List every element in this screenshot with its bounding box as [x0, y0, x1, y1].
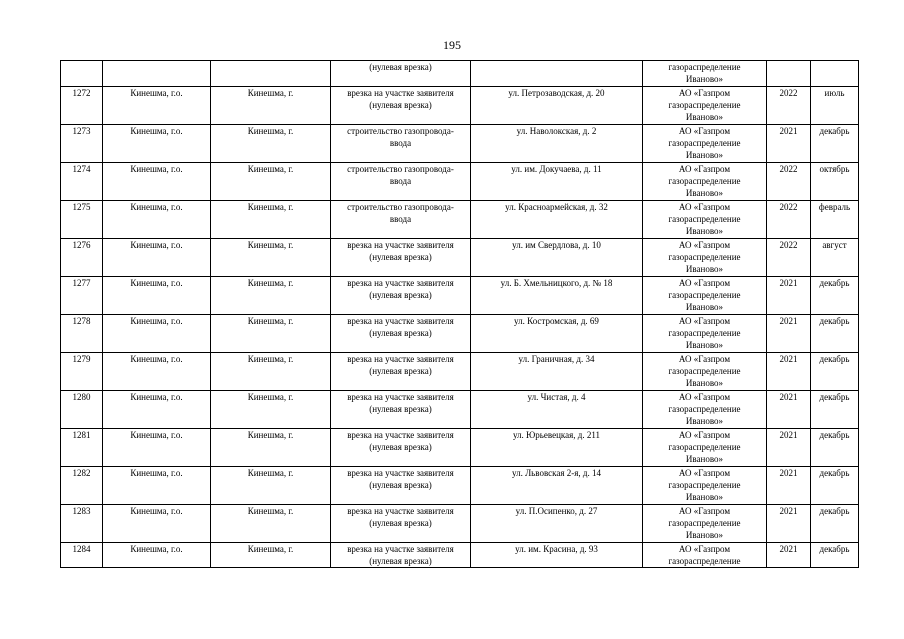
- table-row: [61, 277, 859, 315]
- cell-month: [811, 505, 859, 543]
- cell-district: [103, 505, 211, 543]
- cell-organization: [643, 87, 767, 125]
- cell-year-text: 2021: [779, 392, 798, 402]
- cell-number-text: 1276: [72, 240, 91, 250]
- cell-district-text: Кинешма, г.о.: [130, 354, 183, 364]
- cell-month: [811, 467, 859, 505]
- cell-work-line: врезка на участке заявителя: [347, 88, 454, 98]
- cell-organization-line: АО «Газпром: [678, 316, 731, 326]
- cell-district: [103, 125, 211, 163]
- cell-settlement-text: Кинешма, г.: [247, 354, 294, 364]
- cell-organization: [643, 505, 767, 543]
- cell-organization: [643, 163, 767, 201]
- cell-organization-line: газораспределение: [668, 480, 741, 490]
- cell-month-text: декабрь: [819, 544, 850, 554]
- cell-district: [103, 353, 211, 391]
- cell-number-text: 1274: [72, 164, 91, 174]
- cell-year: [767, 87, 811, 125]
- cell-address-text: ул. им. Красина, д. 93: [515, 544, 598, 554]
- cell-address-text: ул. Чистая, д. 4: [527, 392, 586, 402]
- cell-address-text: ул. Граничная, д. 34: [518, 354, 595, 364]
- cell-year: [767, 277, 811, 315]
- cell-organization-line: Иваново»: [685, 302, 724, 312]
- cell-number-text: 1279: [72, 354, 91, 364]
- cell-district: [103, 61, 211, 87]
- cell-work-line: строительство газопровода-: [347, 202, 454, 212]
- cell-work-line: врезка на участке заявителя: [347, 278, 454, 288]
- cell-address-text: ул. Б. Хмельницкого, д. № 18: [500, 278, 613, 288]
- cell-district-text: Кинешма, г.о.: [130, 392, 183, 402]
- cell-district: [103, 315, 211, 353]
- cell-month-text: декабрь: [819, 468, 850, 478]
- cell-settlement: [211, 239, 331, 277]
- cell-organization-line: Иваново»: [685, 188, 724, 198]
- cell-number: [61, 543, 103, 568]
- cell-address: [471, 239, 643, 277]
- cell-organization: [643, 201, 767, 239]
- cell-year-text: 2021: [779, 278, 798, 288]
- cell-work-line: врезка на участке заявителя: [347, 392, 454, 402]
- cell-address: [471, 163, 643, 201]
- cell-organization: [643, 61, 767, 87]
- cell-year-text: 2022: [779, 88, 798, 98]
- cell-address: [471, 315, 643, 353]
- table-row: [61, 163, 859, 201]
- cell-year-text: 2021: [779, 316, 798, 326]
- cell-month: [811, 87, 859, 125]
- table-body: [61, 61, 859, 568]
- cell-organization-line: газораспределение: [668, 138, 741, 148]
- cell-number: [61, 87, 103, 125]
- cell-month-text: февраль: [818, 202, 851, 212]
- cell-settlement-text: Кинешма, г.: [247, 202, 294, 212]
- table-row: [61, 353, 859, 391]
- cell-organization: [643, 239, 767, 277]
- cell-district: [103, 201, 211, 239]
- cell-work: [331, 505, 471, 543]
- cell-settlement: [211, 125, 331, 163]
- cell-district: [103, 543, 211, 568]
- cell-year-text: 2021: [779, 544, 798, 554]
- cell-organization-line: Иваново»: [685, 530, 724, 540]
- cell-month-text: декабрь: [819, 430, 850, 440]
- table-row: [61, 505, 859, 543]
- cell-number: [61, 467, 103, 505]
- cell-organization-line: газораспределение: [668, 62, 741, 72]
- cell-district-text: Кинешма, г.о.: [130, 126, 183, 136]
- cell-number: [61, 429, 103, 467]
- cell-work-line: врезка на участке заявителя: [347, 240, 454, 250]
- cell-month: [811, 391, 859, 429]
- cell-settlement: [211, 315, 331, 353]
- cell-number-text: 1284: [72, 544, 91, 554]
- cell-number-text: 1272: [72, 88, 91, 98]
- cell-settlement-text: Кинешма, г.: [247, 240, 294, 250]
- cell-month: [811, 353, 859, 391]
- cell-district-text: Кинешма, г.о.: [130, 202, 183, 212]
- cell-settlement: [211, 543, 331, 568]
- cell-settlement-text: Кинешма, г.: [247, 164, 294, 174]
- cell-organization-line: АО «Газпром: [678, 468, 731, 478]
- cell-work-line: ввода: [389, 176, 412, 186]
- cell-address: [471, 61, 643, 87]
- cell-district: [103, 429, 211, 467]
- cell-district: [103, 467, 211, 505]
- cell-number: [61, 315, 103, 353]
- cell-address-text: ул. Красноармейская, д. 32: [505, 202, 608, 212]
- cell-work-line: врезка на участке заявителя: [347, 316, 454, 326]
- cell-organization-line: газораспределение: [668, 556, 741, 566]
- cell-organization-line: газораспределение: [668, 442, 741, 452]
- cell-month-text: октябрь: [819, 164, 850, 174]
- cell-year-text: 2021: [779, 468, 798, 478]
- cell-organization-line: АО «Газпром: [678, 126, 731, 136]
- cell-organization-line: АО «Газпром: [678, 392, 731, 402]
- cell-work-line: (нулевая врезка): [369, 252, 432, 262]
- cell-year: [767, 125, 811, 163]
- cell-year: [767, 163, 811, 201]
- cell-district-text: Кинешма, г.о.: [130, 240, 183, 250]
- cell-organization-line: АО «Газпром: [678, 544, 731, 554]
- cell-settlement-text: Кинешма, г.: [247, 544, 294, 554]
- cell-settlement-text: Кинешма, г.: [247, 278, 294, 288]
- cell-number: [61, 163, 103, 201]
- table-row: [61, 429, 859, 467]
- gasification-table: [60, 60, 859, 568]
- table-row: [61, 543, 859, 568]
- cell-settlement: [211, 429, 331, 467]
- cell-organization: [643, 391, 767, 429]
- cell-address: [471, 277, 643, 315]
- cell-year-text: 2021: [779, 354, 798, 364]
- cell-work: [331, 467, 471, 505]
- cell-address-text: ул. Львовская 2-я, д. 14: [511, 468, 602, 478]
- cell-settlement: [211, 505, 331, 543]
- cell-address-text: ул. Петрозаводская, д. 20: [508, 88, 605, 98]
- cell-organization-line: АО «Газпром: [678, 240, 731, 250]
- cell-year-text: 2022: [779, 164, 798, 174]
- cell-work-line: (нулевая врезка): [369, 442, 432, 452]
- cell-organization-line: АО «Газпром: [678, 430, 731, 440]
- cell-organization: [643, 277, 767, 315]
- cell-organization-line: газораспределение: [668, 252, 741, 262]
- cell-organization: [643, 467, 767, 505]
- cell-settlement-text: Кинешма, г.: [247, 506, 294, 516]
- cell-work-line: (нулевая врезка): [369, 518, 432, 528]
- cell-settlement-text: Кинешма, г.: [247, 468, 294, 478]
- cell-settlement: [211, 353, 331, 391]
- cell-month-text: август: [822, 240, 847, 250]
- cell-address: [471, 87, 643, 125]
- cell-district-text: Кинешма, г.о.: [130, 430, 183, 440]
- cell-settlement: [211, 467, 331, 505]
- cell-organization-line: Иваново»: [685, 416, 724, 426]
- cell-number: [61, 505, 103, 543]
- cell-work-line: врезка на участке заявителя: [347, 506, 454, 516]
- cell-organization-line: АО «Газпром: [678, 506, 731, 516]
- table-row: [61, 125, 859, 163]
- cell-organization-line: Иваново»: [685, 150, 724, 160]
- cell-organization-line: Иваново»: [685, 226, 724, 236]
- cell-month-text: декабрь: [819, 316, 850, 326]
- cell-district-text: Кинешма, г.о.: [130, 164, 183, 174]
- table-row-continuation: [61, 61, 859, 87]
- cell-settlement: [211, 277, 331, 315]
- cell-organization: [643, 429, 767, 467]
- cell-organization-line: газораспределение: [668, 366, 741, 376]
- cell-work: [331, 201, 471, 239]
- cell-work-line: (нулевая врезка): [369, 480, 432, 490]
- cell-organization: [643, 353, 767, 391]
- cell-organization-line: Иваново»: [685, 492, 724, 502]
- cell-work-line: (нулевая врезка): [369, 100, 432, 110]
- cell-work: [331, 87, 471, 125]
- cell-month: [811, 543, 859, 568]
- cell-district: [103, 163, 211, 201]
- cell-district: [103, 87, 211, 125]
- cell-work-line: (нулевая врезка): [369, 404, 432, 414]
- cell-district: [103, 391, 211, 429]
- cell-district: [103, 239, 211, 277]
- cell-work: [331, 61, 471, 87]
- cell-work-line: (нулевая врезка): [369, 366, 432, 376]
- cell-settlement-text: Кинешма, г.: [247, 88, 294, 98]
- cell-organization-line: Иваново»: [685, 112, 724, 122]
- cell-year-text: 2022: [779, 240, 798, 250]
- table-row: [61, 467, 859, 505]
- cell-address: [471, 201, 643, 239]
- cell-address: [471, 125, 643, 163]
- cell-month-text: декабрь: [819, 126, 850, 136]
- cell-number-text: 1275: [72, 202, 91, 212]
- cell-organization-line: АО «Газпром: [678, 354, 731, 364]
- cell-number: [61, 61, 103, 87]
- cell-work-line: врезка на участке заявителя: [347, 430, 454, 440]
- page-number: 195: [443, 38, 461, 52]
- cell-organization-line: АО «Газпром: [678, 202, 731, 212]
- cell-number-text: 1277: [72, 278, 91, 288]
- cell-month: [811, 61, 859, 87]
- cell-organization-line: АО «Газпром: [678, 164, 731, 174]
- cell-work-line: (нулевая врезка): [369, 556, 432, 566]
- cell-number-text: 1278: [72, 316, 91, 326]
- cell-district-text: Кинешма, г.о.: [130, 468, 183, 478]
- cell-month-text: декабрь: [819, 392, 850, 402]
- cell-organization: [643, 315, 767, 353]
- cell-work: [331, 543, 471, 568]
- cell-address-text: ул. П.Осипенко, д. 27: [515, 506, 598, 516]
- cell-work-line: врезка на участке заявителя: [347, 354, 454, 364]
- table-row: [61, 391, 859, 429]
- cell-year: [767, 467, 811, 505]
- cell-work-line: ввода: [389, 138, 412, 148]
- cell-number: [61, 277, 103, 315]
- cell-month: [811, 277, 859, 315]
- cell-district-text: Кинешма, г.о.: [130, 544, 183, 554]
- cell-month: [811, 315, 859, 353]
- cell-organization-line: Иваново»: [685, 340, 724, 350]
- cell-work-line: (нулевая врезка): [369, 290, 432, 300]
- cell-organization-line: газораспределение: [668, 404, 741, 414]
- cell-settlement: [211, 61, 331, 87]
- cell-number: [61, 353, 103, 391]
- cell-address: [471, 391, 643, 429]
- cell-address: [471, 429, 643, 467]
- cell-settlement-text: Кинешма, г.: [247, 392, 294, 402]
- cell-number-text: 1273: [72, 126, 91, 136]
- cell-address: [471, 353, 643, 391]
- cell-address-text: ул. им. Докучаева, д. 11: [511, 164, 602, 174]
- cell-work-line: (нулевая врезка): [369, 328, 432, 338]
- cell-month-text: декабрь: [819, 278, 850, 288]
- cell-number-text: 1283: [72, 506, 91, 516]
- cell-work-line: ввода: [389, 214, 412, 224]
- cell-work: [331, 391, 471, 429]
- cell-month: [811, 125, 859, 163]
- cell-settlement-text: Кинешма, г.: [247, 126, 294, 136]
- cell-district: [103, 277, 211, 315]
- cell-organization: [643, 125, 767, 163]
- cell-number: [61, 201, 103, 239]
- cell-number-text: 1280: [72, 392, 91, 402]
- cell-settlement: [211, 391, 331, 429]
- cell-work-line: (нулевая врезка): [369, 62, 432, 72]
- cell-number: [61, 239, 103, 277]
- cell-work: [331, 239, 471, 277]
- cell-organization-line: АО «Газпром: [678, 88, 731, 98]
- cell-work-line: строительство газопровода-: [347, 126, 454, 136]
- cell-year: [767, 543, 811, 568]
- cell-work-line: строительство газопровода-: [347, 164, 454, 174]
- cell-year-text: 2021: [779, 506, 798, 516]
- cell-year: [767, 239, 811, 277]
- cell-settlement-text: Кинешма, г.: [247, 316, 294, 326]
- cell-year-text: 2021: [779, 126, 798, 136]
- cell-organization-line: газораспределение: [668, 214, 741, 224]
- cell-district-text: Кинешма, г.о.: [130, 506, 183, 516]
- cell-month: [811, 429, 859, 467]
- cell-settlement: [211, 201, 331, 239]
- cell-address: [471, 505, 643, 543]
- cell-settlement: [211, 87, 331, 125]
- cell-address: [471, 543, 643, 568]
- cell-organization-line: Иваново»: [685, 454, 724, 464]
- cell-work-line: врезка на участке заявителя: [347, 544, 454, 554]
- cell-organization-line: газораспределение: [668, 290, 741, 300]
- cell-organization-line: Иваново»: [685, 74, 724, 84]
- table-row: [61, 239, 859, 277]
- cell-district-text: Кинешма, г.о.: [130, 88, 183, 98]
- cell-month: [811, 201, 859, 239]
- cell-work: [331, 125, 471, 163]
- cell-number-text: 1281: [72, 430, 91, 440]
- cell-work: [331, 315, 471, 353]
- cell-district-text: Кинешма, г.о.: [130, 316, 183, 326]
- cell-organization-line: Иваново»: [685, 378, 724, 388]
- cell-month-text: декабрь: [819, 506, 850, 516]
- cell-district-text: Кинешма, г.о.: [130, 278, 183, 288]
- cell-year: [767, 61, 811, 87]
- table-row: [61, 201, 859, 239]
- cell-organization-line: газораспределение: [668, 518, 741, 528]
- cell-year: [767, 315, 811, 353]
- cell-work-line: врезка на участке заявителя: [347, 468, 454, 478]
- cell-month-text: декабрь: [819, 354, 850, 364]
- cell-month: [811, 163, 859, 201]
- cell-work: [331, 353, 471, 391]
- cell-settlement-text: Кинешма, г.: [247, 430, 294, 440]
- table-row: [61, 315, 859, 353]
- cell-number: [61, 391, 103, 429]
- cell-year: [767, 429, 811, 467]
- cell-address-text: ул. Костромская, д. 69: [514, 316, 599, 326]
- cell-organization-line: газораспределение: [668, 100, 741, 110]
- cell-month-text: июль: [824, 88, 845, 98]
- cell-organization-line: АО «Газпром: [678, 278, 731, 288]
- cell-address: [471, 467, 643, 505]
- cell-work: [331, 277, 471, 315]
- cell-year-text: 2022: [779, 202, 798, 212]
- cell-organization: [643, 543, 767, 568]
- cell-organization-line: газораспределение: [668, 176, 741, 186]
- table-row: [61, 87, 859, 125]
- cell-year: [767, 353, 811, 391]
- cell-number-text: 1282: [72, 468, 91, 478]
- cell-year: [767, 391, 811, 429]
- cell-month: [811, 239, 859, 277]
- cell-address-text: ул. им Свердлова, д. 10: [512, 240, 601, 250]
- cell-number: [61, 125, 103, 163]
- cell-work: [331, 163, 471, 201]
- cell-work: [331, 429, 471, 467]
- cell-year: [767, 201, 811, 239]
- cell-organization-line: газораспределение: [668, 328, 741, 338]
- cell-year: [767, 505, 811, 543]
- cell-address-text: ул. Наволокская, д. 2: [516, 126, 597, 136]
- cell-address-text: ул. Юрьевецкая, д. 211: [512, 430, 601, 440]
- cell-settlement: [211, 163, 331, 201]
- cell-year-text: 2021: [779, 430, 798, 440]
- cell-organization-line: Иваново»: [685, 264, 724, 274]
